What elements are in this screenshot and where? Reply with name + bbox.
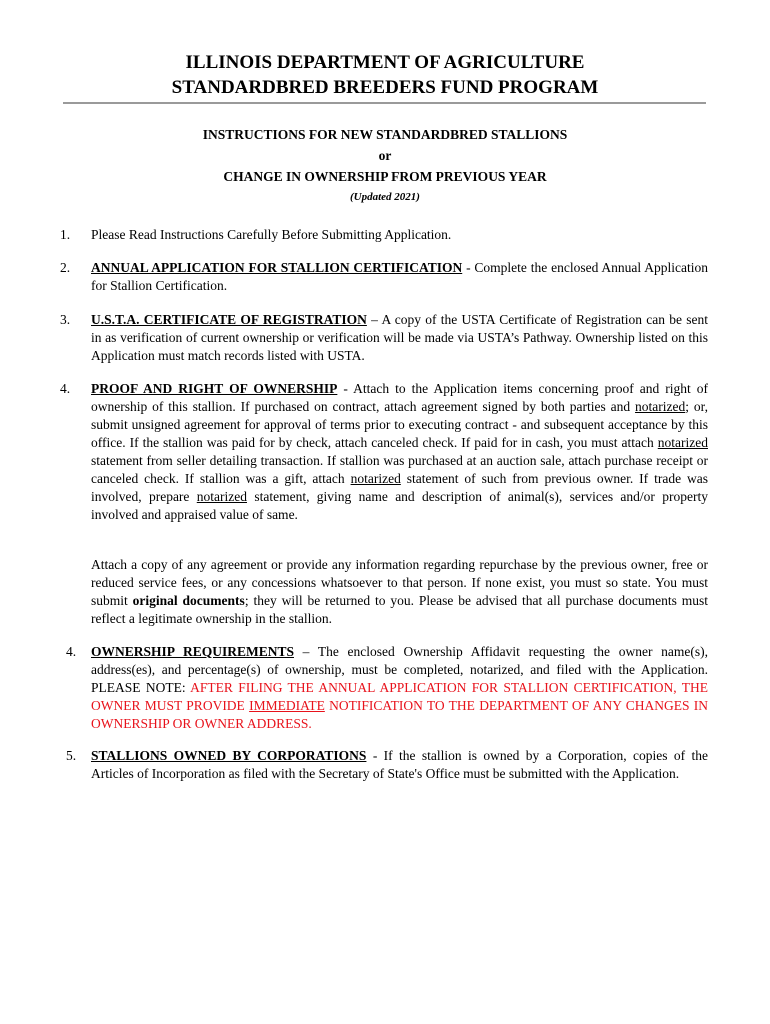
notice-text: NOTIFICATION TO THE DEPARTMENT OF ANY CHANGES IN OWNERSHIP OR OWNER ADDRESS. bbox=[91, 698, 709, 731]
instruction-item-3 bbox=[60, 311, 708, 365]
notarized-emphasis: notarized bbox=[657, 435, 708, 450]
item-number: 5. bbox=[66, 748, 77, 763]
item-text bbox=[91, 643, 708, 733]
notarized-emphasis: notarized bbox=[350, 471, 401, 486]
item-body: – A copy of the USTA Certificate of Registration can be sent in as verification of current ownership or verification will be made via USTA’s Pathway. Ownership listed on this Application must match records listed with USTA. bbox=[91, 312, 708, 363]
notarized-emphasis: notarized bbox=[635, 399, 686, 414]
item-body: - Attach to the Application items concerning proof and right of ownership of this stallion. If purchased on contract, attach agreement signed by both parties and bbox=[91, 381, 708, 414]
updated-note: (Updated 2021) bbox=[350, 191, 420, 203]
item-heading: ANNUAL APPLICATION FOR STALLION CERTIFICATION bbox=[91, 260, 463, 275]
item-number: 1. bbox=[60, 227, 71, 242]
item-heading: PROOF AND RIGHT OF OWNERSHIP bbox=[91, 381, 338, 396]
item-heading: OWNERSHIP REQUIREMENTS bbox=[91, 644, 294, 659]
item-text bbox=[91, 259, 708, 295]
instructions-title: INSTRUCTIONS FOR NEW STANDARDBRED STALLIONS bbox=[202, 127, 568, 142]
instruction-item-2 bbox=[60, 259, 708, 295]
item-body: - If the stallion is owned by a Corporation, copies of the Articles of Incorporation as filed with the Secretary of State's Office must be submitted with the Application. bbox=[91, 748, 709, 781]
item-number: 4. bbox=[60, 381, 71, 396]
header-divider bbox=[63, 102, 706, 104]
item-number: 2. bbox=[60, 260, 71, 275]
item-text bbox=[91, 226, 708, 244]
notarized-emphasis: notarized bbox=[196, 489, 247, 504]
item-number: 4. bbox=[66, 644, 77, 659]
item-text bbox=[91, 311, 708, 365]
instruction-item-5 bbox=[60, 747, 708, 783]
instruction-item-ownership-requirements bbox=[60, 643, 708, 733]
item-number: 3. bbox=[60, 312, 71, 327]
instruction-item-4-paragraph-2 bbox=[60, 556, 708, 628]
item-body: ; or, submit unsigned agreement for approval of terms prior to executing contract - and subsequent acceptance by this office. If the stallion was paid for by check, attach canceled check. If paid for in cash, you must attach bbox=[91, 399, 708, 450]
instruction-item-4 bbox=[60, 380, 708, 524]
item-text bbox=[91, 380, 708, 524]
notice-text: AFTER FILING THE ANNUAL APPLICATION FOR STALLION CERTIFICATION, THE OWNER MUST PROVIDE bbox=[91, 680, 708, 713]
item-body: ; they will be returned to you. Please be advised that all purchase documents must reflect a legitimate ownership in the stallion. bbox=[91, 593, 709, 626]
item-body: statement from seller detailing transaction. If stallion was purchased at an auction sale, attach purchase receipt or canceled check. If stallion was a gift, attach bbox=[91, 453, 708, 486]
item-text bbox=[91, 747, 708, 783]
program-title: STANDARDBRED BREEDERS FUND PROGRAM bbox=[171, 77, 599, 98]
item-body: statement of such from previous owner. If trade was involved, prepare bbox=[91, 471, 708, 504]
item-body: Please Read Instructions Carefully Before Submitting Application. bbox=[91, 227, 452, 242]
instructions-or: or bbox=[378, 148, 392, 163]
instruction-item-1 bbox=[60, 226, 708, 244]
item-heading: U.S.T.A. CERTIFICATE OF REGISTRATION bbox=[91, 312, 367, 327]
item-body: statement, giving name and description of animal(s), services and/or property involved and appraised value of same. bbox=[91, 489, 708, 522]
item-body: - Complete the enclosed Annual Application for Stallion Certification. bbox=[91, 260, 708, 293]
item-body: – The enclosed Ownership Affidavit requesting the owner name(s), address(es), and percentage(s) of ownership, must be completed, notarized, and filed with the Application. PLEASE NOTE: bbox=[91, 644, 708, 695]
item-body: Attach a copy of any agreement or provide any information regarding repurchase by the previous owner, free or reduced service fees, or any concessions whatsoever to that person. If none exist, you must so state. You must submit bbox=[91, 557, 708, 608]
item-text bbox=[91, 556, 708, 628]
item-heading: STALLIONS OWNED BY CORPORATIONS bbox=[91, 748, 367, 763]
immediate-emphasis: IMMEDIATE bbox=[249, 698, 325, 713]
instructions-subtitle: CHANGE IN OWNERSHIP FROM PREVIOUS YEAR bbox=[223, 169, 547, 184]
department-title: ILLINOIS DEPARTMENT OF AGRICULTURE bbox=[185, 52, 585, 73]
original-documents-emphasis: original documents bbox=[132, 593, 245, 608]
